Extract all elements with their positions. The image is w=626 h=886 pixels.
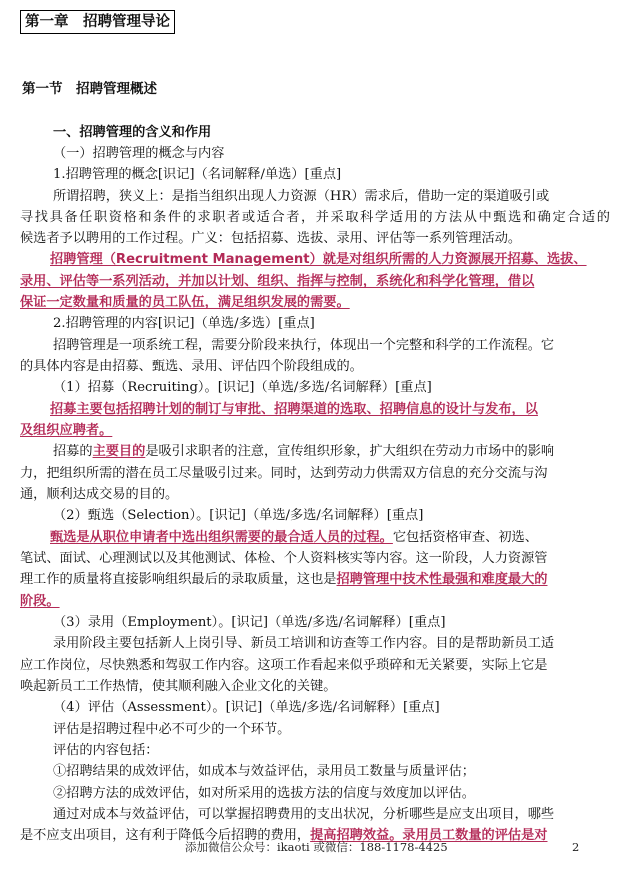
highlight-1-line-2: 录用、评估等一系列活动，并加以计划、组织、指挥与控制，系统化和科学化管理，借以 [20, 274, 535, 289]
subheading-1: （一）招聘管理的概念与内容 [53, 146, 225, 161]
heading-1: 一、招聘管理的含义和作用 [53, 125, 212, 140]
paragraph-7: 评估的内容包括： [53, 743, 159, 758]
list-item-2: ②招聘方法的成效评估，如对所采用的选拔方法的信度与效度加以评估。 [53, 786, 475, 801]
paragraph-8-line-2-highlight: 提高招聘效益。录用员工数量的评估是对 [310, 828, 548, 843]
subitem-selection: （2）甄选（Selection）。[识记]（单选/多选/名词解释）[重点] [53, 508, 424, 523]
paragraph-4-post: 它包括资格审查、初选、 [392, 530, 538, 545]
paragraph-5-line-3: 唤起新员工工作热情，使其顺利融入企业文化的关键。 [20, 679, 337, 694]
paragraph-6: 评估是招聘过程中必不可少的一个环节。 [53, 722, 291, 737]
item-1-title: 1.招聘管理的概念[识记]（名词解释/单选）[重点] [53, 167, 342, 182]
section-title: 第一节 招聘管理概述 [22, 81, 157, 97]
paragraph-3-pre: 招募的 [53, 444, 93, 459]
paragraph-4-line-3-pre: 理工作的质量将直接影响组织最后的录取质量，这也是 [20, 572, 337, 587]
list-item-1: ①招聘结果的成效评估，如成本与效益评估，录用员工数量与质量评估； [53, 764, 475, 779]
paragraph-3-line-3: 通，顺利达成交易的目的。 [20, 487, 179, 502]
page-number: 2 [572, 840, 580, 854]
paragraph-4-line-2: 笔试、面试、心理测试以及其他测试、体检、个人资料核实等内容。这一阶段，人力资源管 [20, 551, 548, 566]
chapter-title: 第一章 招聘管理导论 [20, 10, 175, 34]
item-2-title: 2.招聘管理的内容[识记]（单选/多选）[重点] [53, 316, 315, 331]
paragraph-2-line-2: 的具体内容是由招募、甄选、录用、评估四个阶段组成的。 [20, 359, 363, 374]
highlight-2-line-1: 招募主要包括招聘计划的制订与审批、招聘渠道的选取、招聘信息的设计与发布，以 [50, 402, 538, 417]
paragraph-1-line-1: 所谓招聘，狭义上：是指当组织出现人力资源（HR）需求后，借助一定的渠道吸引或 [53, 189, 550, 204]
paragraph-8-line-1: 通过对成本与效益评估，可以掌握招聘费用的支出状况，分析哪些是应支出项目，哪些 [53, 807, 555, 822]
subitem-assessment: （4）评估（Assessment）。[识记]（单选/多选/名词解释）[重点] [53, 700, 440, 715]
paragraph-4-line-4: 阶段。 [20, 594, 60, 609]
paragraph-3-post: 是吸引求职者的注意，宣传组织形象，扩大组织在劳动力市场中的影响 [145, 444, 555, 459]
paragraph-4-line-3 [20, 570, 610, 590]
subitem-employment: （3）录用（Employment）。[识记]（单选/多选/名词解释）[重点] [53, 615, 446, 630]
paragraph-1-line-3: 候选者予以聘用的工作过程。广义：包括招募、选拔、录用、评估等一系列管理活动。 [20, 231, 522, 246]
footer-contact-text: 添加微信公众号：ikaoti 或微信：188-1178-4425 [185, 840, 448, 854]
paragraph-5-line-2: 应工作岗位，尽快熟悉和驾驭工作内容。这项工作看起来似乎琐碎和无关紧要，实际上它是 [20, 658, 548, 673]
paragraph-4-line-3-highlight: 招聘管理中技术性最强和难度最大的 [336, 572, 548, 587]
highlight-1-line-1: 招聘管理（Recruitment Management）就是对组织所需的人力资源展开招募、选拔、 [50, 252, 587, 267]
paragraph-8-line-2-pre: 是不应支出项目，这有利于降低今后招聘的费用， [20, 828, 311, 843]
highlight-1-line-3: 保证一定数量和质量的员工队伍，满足组织发展的需要。 [20, 295, 350, 310]
paragraph-3-line-1 [53, 442, 554, 462]
paragraph-3-line-2: 力，把组织所需的潜在员工尽量吸引过来。同时，达到劳动力供需双方信息的充分交流与沟 [20, 466, 548, 481]
paragraph-4-line-1 [50, 528, 538, 548]
paragraph-3-highlight: 主要目的 [92, 444, 146, 459]
subitem-recruiting: （1）招募（Recruiting）。[识记]（单选/多选/名词解释）[重点] [53, 380, 432, 395]
paragraph-2-line-1: 招聘管理是一项系统工程，需要分阶段来执行，体现出一个完整和科学的工作流程。它 [53, 338, 555, 353]
paragraph-1-line-2: 寻找具备任职资格和条件的求职者或适合者，并采取科学适用的方法从中甄选和确定合适的 [20, 210, 610, 225]
paragraph-4-highlight: 甄选是从职位申请者中选出组织需要的最合适人员的过程。 [50, 530, 393, 545]
paragraph-5-line-1: 录用阶段主要包括新人上岗引导、新员工培训和访查等工作内容。目的是帮助新员工适 [53, 636, 555, 651]
highlight-2-line-2: 及组织应聘者。 [20, 423, 113, 438]
